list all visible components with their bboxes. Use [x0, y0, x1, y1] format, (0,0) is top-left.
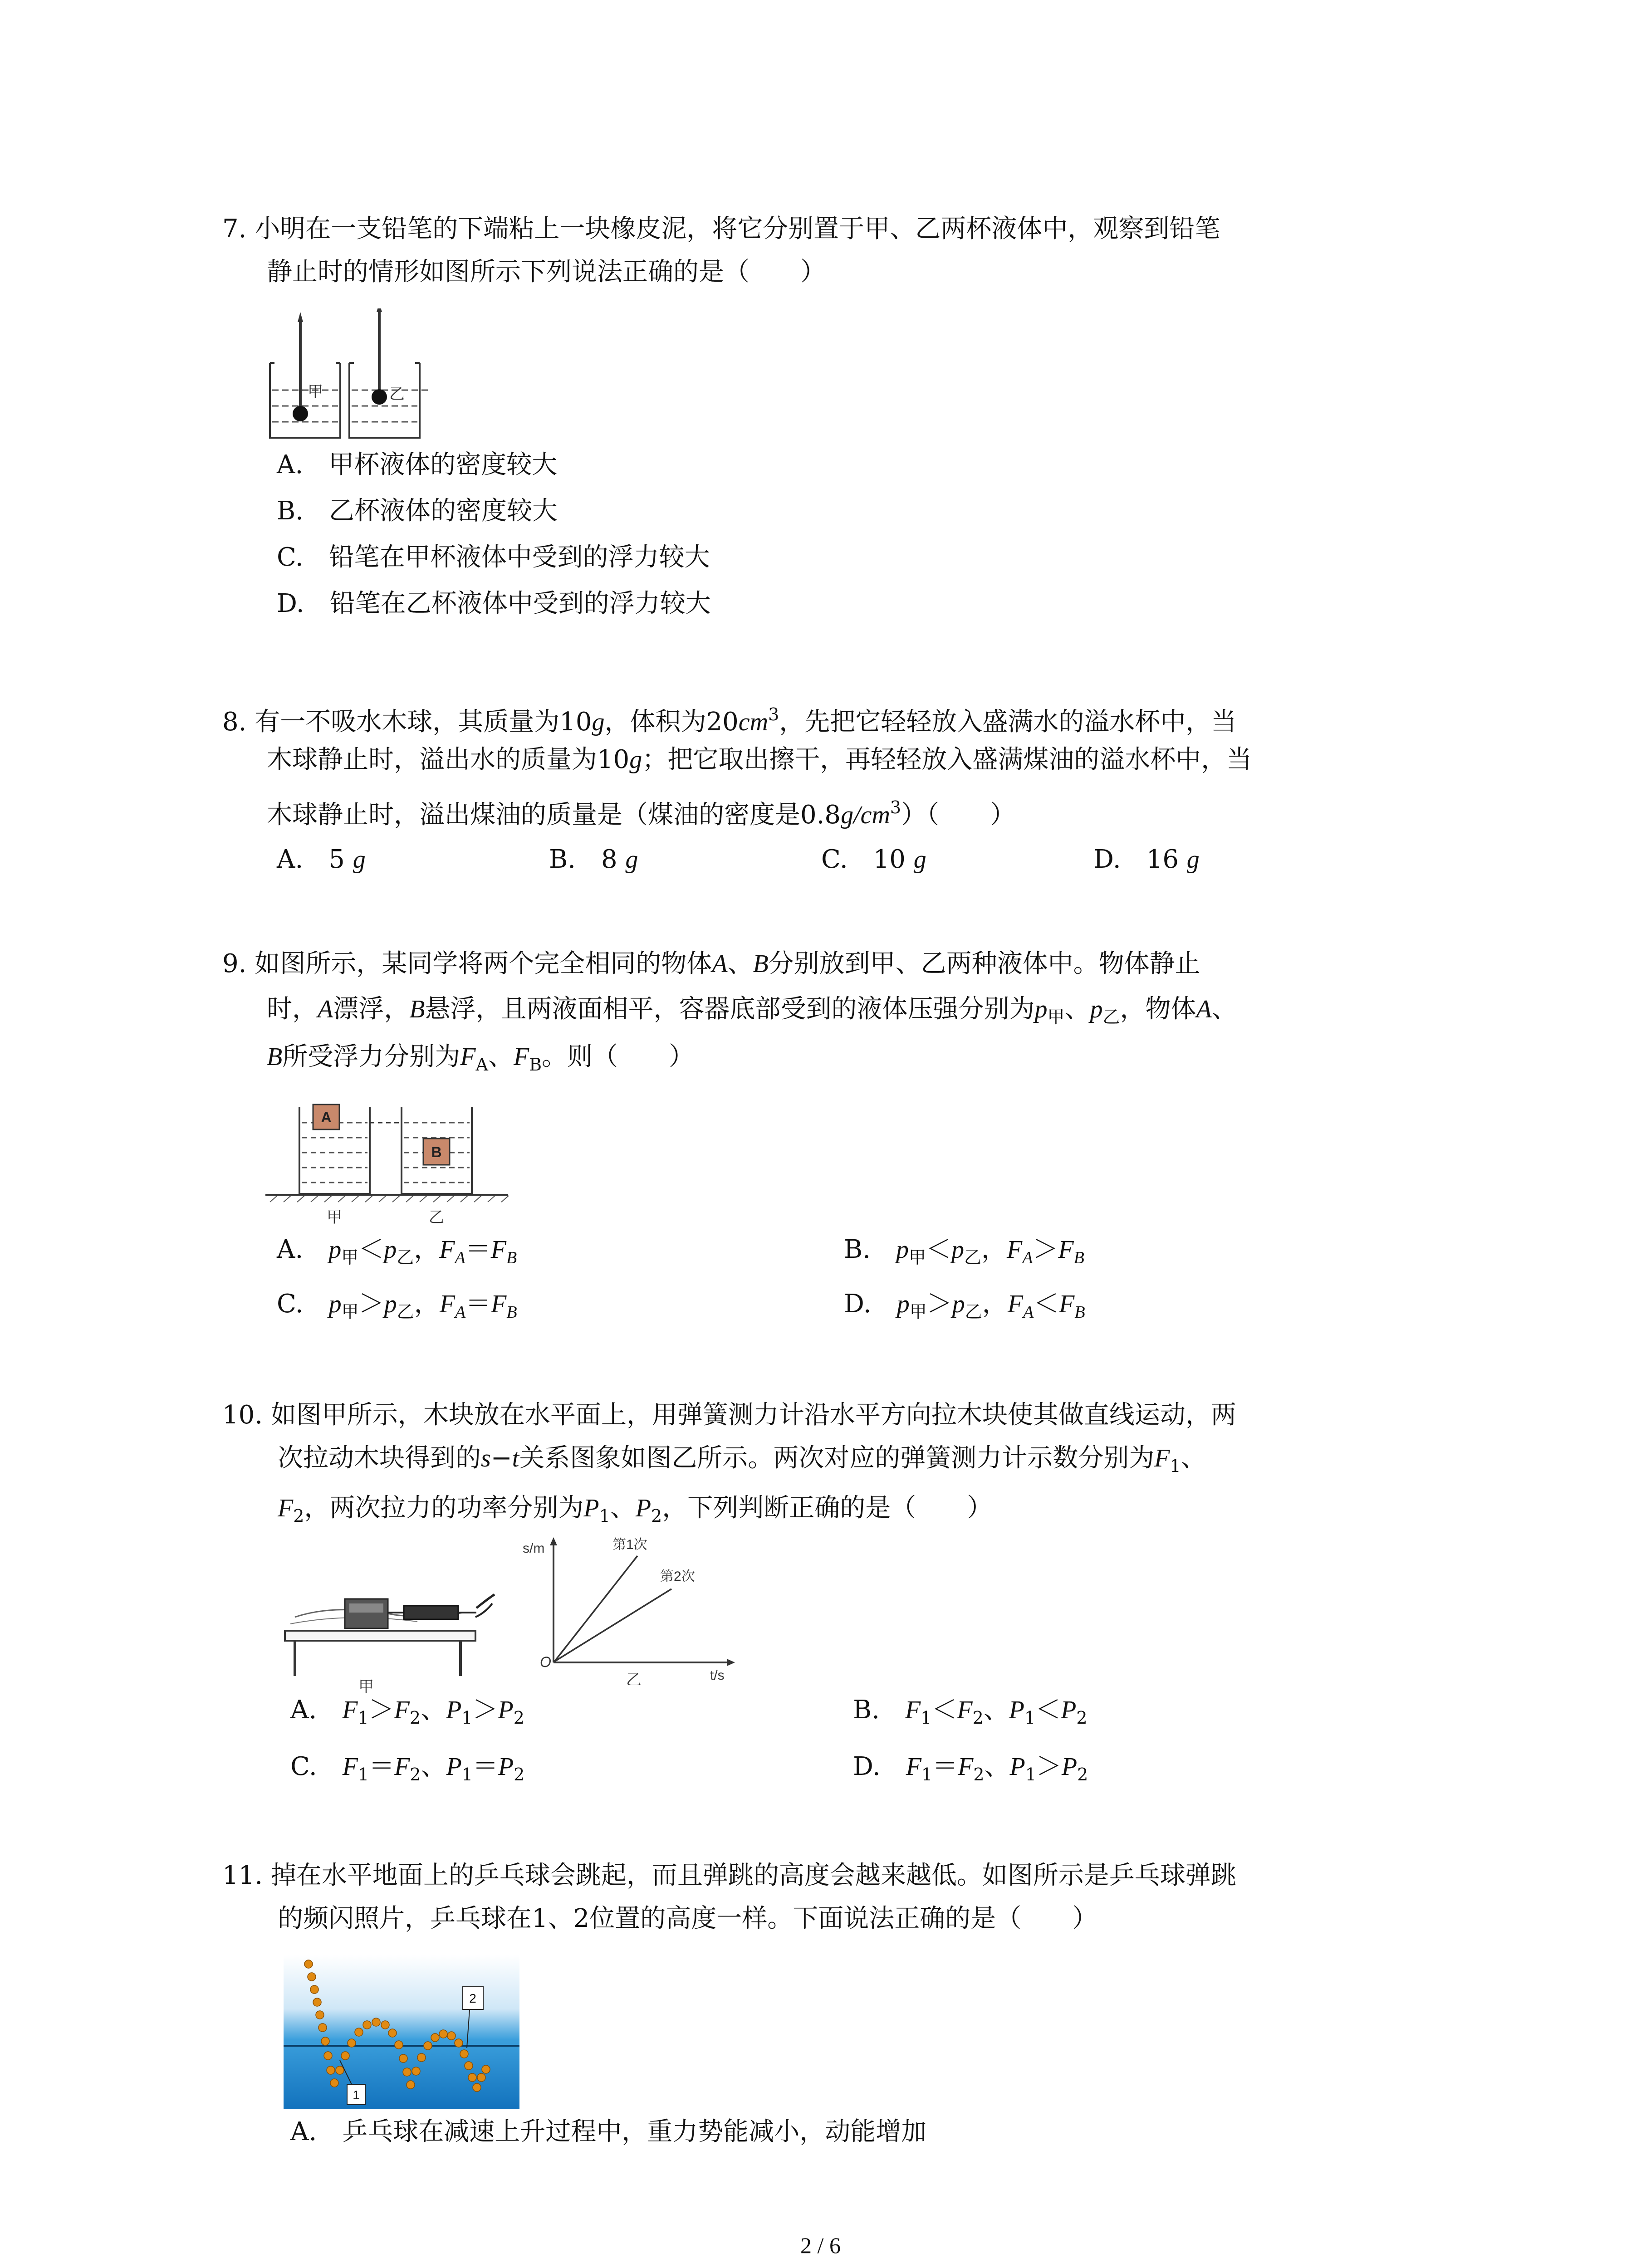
q9-line3: B所受浮力分别为$F_A$、$F_B$。则（ ）: [267, 1042, 695, 1075]
q9-fig-block-a: A: [321, 1109, 332, 1125]
q9-option-c: C. $p_甲>p_乙$，$F_A=F_B$: [277, 1289, 517, 1322]
q10-option-c: C. $F_1=F_2$、$P_1=P_2$: [290, 1752, 525, 1784]
q7-fig-label-yi: 乙: [389, 386, 405, 403]
q11-figure: [284, 1955, 519, 2111]
q10-option-d: D. $F_1=F_2$、$P_1>P_2$: [853, 1752, 1088, 1784]
q10-series-1-line: [554, 1556, 637, 1662]
q10-option-b: B. $F_1<F_2$、$P_1<P_2$: [853, 1695, 1087, 1728]
q9-option-d: D. $p_甲>p_乙$，$F_A<F_B$: [844, 1289, 1085, 1322]
q7-line2: 静止时的情形如图所示下列说法正确的是（ ）: [267, 257, 826, 287]
q8-option-a: A. 5 g: [277, 845, 366, 874]
q10-fig-ylabel: s/m: [523, 1541, 545, 1556]
q9-option-b: B. $p_甲<p_乙$，$F_A>F_B$: [844, 1235, 1084, 1267]
q10-figure-yi: [522, 1535, 735, 1687]
q11-option-a: A. 乒乓球在减速上升过程中，重力势能减小，动能增加: [290, 2117, 927, 2146]
q10-fig-series2: 第2次: [660, 1569, 695, 1584]
q7-option-a: A. 甲杯液体的密度较大: [277, 450, 558, 479]
q8-option-d: D. 16 g: [1093, 845, 1200, 874]
q10-fig-label-yi: 乙: [626, 1672, 642, 1685]
q8-option-c: C. 10 g: [821, 845, 926, 874]
q9-fig-label-yi: 乙: [429, 1209, 444, 1226]
q10-fig-series1: 第1次: [612, 1537, 647, 1552]
q7-line1: 7. 小明在一支铅笔的下端粘上一块橡皮泥，将它分别置于甲、乙两杯液体中，观察到铅笔: [222, 214, 1220, 244]
q10-option-a: A. $F_1>F_2$、$P_1>P_2$: [290, 1695, 524, 1728]
q11-line1: 11. 掉在水平地面上的乒乓球会跳起，而且弹跳的高度会越来越低。如图所示是乒乓球弹跳: [222, 1861, 1236, 1890]
q7-fig-label-jia: 甲: [308, 383, 323, 401]
q8-line1: 8. 有一不吸水木球，其质量为10g，体积为$20cm^3$，先把它轻轻放入盛满水的溢水杯中，当: [222, 704, 1237, 737]
q9-line1: 9. 如图所示，某同学将两个完全相同的物体A、B分别放到甲、乙两种液体中。物体静止: [222, 949, 1200, 978]
page-number: 2 / 6: [800, 2233, 841, 2258]
q9-option-a: A. $p_甲<p_乙$，$F_A=F_B$: [277, 1235, 517, 1267]
q8-line3: 木球静止时，溢出煤油的质量是（煤油的密度是$0.8g/cm^3$）（ ）: [267, 797, 1016, 830]
q7-option-b: B. 乙杯液体的密度较大: [277, 496, 558, 526]
q9-fig-label-jia: 甲: [327, 1209, 342, 1226]
q10-line3: $F_2$，两次拉力的功率分别为$P_1$、$P_2$，下列判断正确的是（ ）: [278, 1493, 993, 1526]
q8-line2: 木球静止时，溢出水的质量为10g；把它取出擦干，再轻轻放入盛满煤油的溢水杯中，当: [267, 745, 1252, 774]
q8-option-b: B. 8 g: [549, 845, 638, 874]
q10-series-2-line: [554, 1589, 671, 1662]
q11-line2: 的频闪照片，乒乓球在1、2位置的高度一样。下面说法正确的是（ ）: [278, 1904, 1098, 1933]
q9-fig-block-b: B: [431, 1144, 442, 1160]
q11-fig-label-2: 2: [469, 1991, 476, 2005]
q10-fig-origin: O: [540, 1654, 551, 1670]
q11-fig-label-1: 1: [353, 2088, 360, 2102]
q10-line1: 10. 如图甲所示，木块放在水平面上，用弹簧测力计沿水平方向拉木块使其做直线运动，两: [222, 1400, 1236, 1430]
q7-option-c: C. 铅笔在甲杯液体中受到的浮力较大: [277, 543, 710, 572]
q7-option-d: D. 铅笔在乙杯液体中受到的浮力较大: [277, 589, 711, 618]
q9-figure: [265, 1093, 519, 1231]
q7-figure: [268, 308, 440, 446]
q10-fig-xlabel: t/s: [710, 1668, 725, 1683]
q10-figure-jia: [281, 1545, 499, 1696]
q9-line2: 时，A漂浮，B悬浮，且两液面相平，容器底部受到的液体压强分别为$p_甲$、$p_乙$，物体A、: [267, 994, 1237, 1027]
q10-line2: 次拉动木块得到的s−t关系图象如图乙所示。两次对应的弹簧测力计示数分别为$F_1$、: [278, 1443, 1206, 1476]
q10-fig-label-jia: 甲: [358, 1678, 374, 1694]
